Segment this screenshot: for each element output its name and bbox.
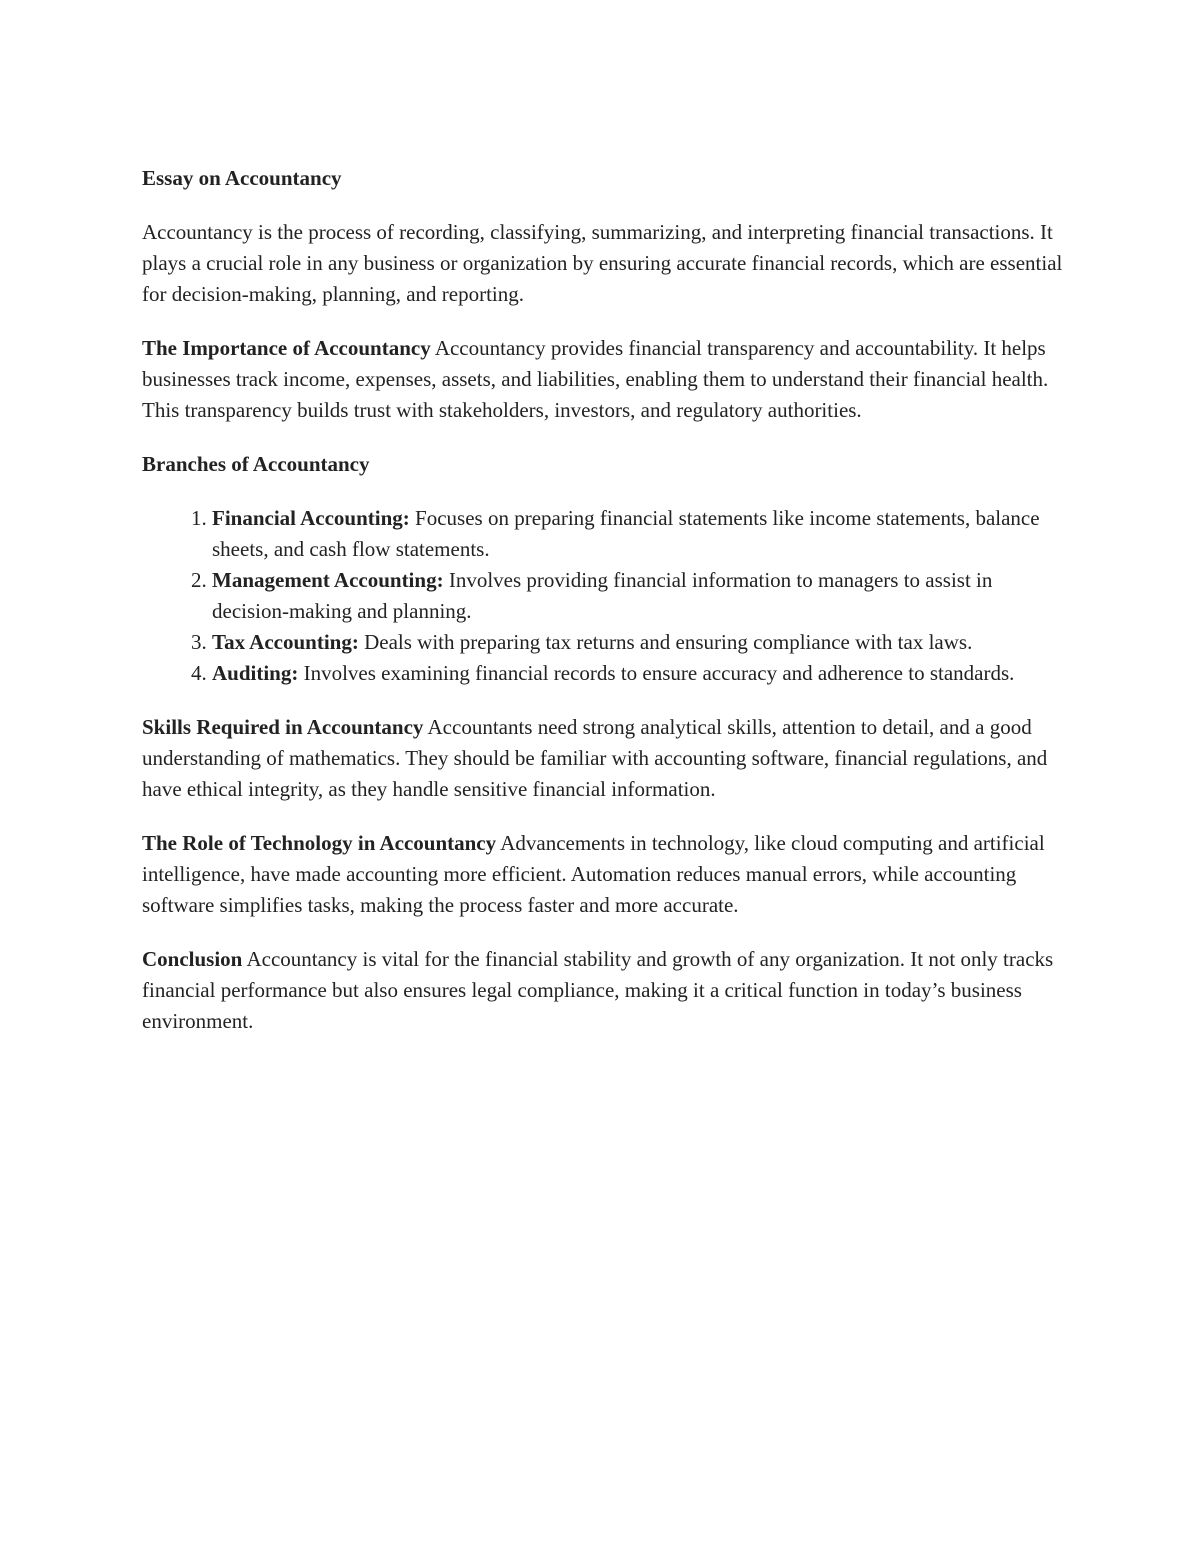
document-title: Essay on Accountancy: [142, 166, 342, 190]
list-item: [212, 503, 1072, 565]
intro-paragraph: Accountancy is the process of recording, classifying, summarizing, and interpreting financial transactions. It plays a crucial role in any business or organization by ensuring accurate financial records, which are essential for decision-making, planning, and reporting.: [142, 220, 1063, 306]
branch-term: Management Accounting:: [212, 568, 444, 592]
importance-heading: The Importance of Accountancy: [142, 336, 431, 360]
technology-paragraph: [142, 828, 1072, 921]
branch-term: Financial Accounting:: [212, 506, 410, 530]
importance-paragraph: [142, 333, 1072, 426]
technology-text: Advancements in technology, like cloud computing and artificial intelligence, have made accounting more efficient. Automation reduces manual errors, while accounting software simplifies tasks, making the process faster and more accurate.: [142, 831, 1045, 917]
branch-text: Deals with preparing tax returns and ensuring compliance with tax laws.: [358, 630, 973, 654]
branch-text: Involves examining financial records to ensure accuracy and adherence to standards.: [298, 661, 1015, 685]
list-item: [212, 565, 1072, 627]
technology-heading: The Role of Technology in Accountancy: [142, 831, 497, 855]
list-item: [212, 658, 1072, 689]
skills-heading: Skills Required in Accountancy: [142, 715, 424, 739]
importance-text: Accountancy provides financial transparency and accountability. It helps businesses track income, expenses, assets, and liabilities, enabling them to understand their financial health. This transparency builds trust with stakeholders, investors, and regulatory authorities.: [142, 336, 1049, 422]
branch-text: Focuses on preparing financial statements like income statements, balance sheets, and cash flow statements.: [212, 506, 1040, 561]
branch-term: Tax Accounting:: [212, 630, 359, 654]
conclusion-heading: Conclusion: [142, 947, 243, 971]
skills-text: Accountants need strong analytical skills, attention to detail, and a good understanding of mathematics. They should be familiar with accounting software, financial regulations, and have ethical integrity, as they handle sensitive financial information.: [142, 715, 1048, 801]
document-page: [142, 163, 1072, 1060]
conclusion-text: Accountancy is vital for the financial stability and growth of any organization. It not only tracks financial performance but also ensures legal compliance, making it a critical function in today’s business environment.: [142, 947, 1054, 1033]
conclusion-paragraph: [142, 944, 1072, 1037]
skills-paragraph: [142, 712, 1072, 805]
branches-list: [142, 503, 1072, 689]
branch-term: Auditing:: [212, 661, 299, 685]
branches-heading: Branches of Accountancy: [142, 452, 370, 476]
list-item: [212, 627, 1072, 658]
branch-text: Involves providing financial information to managers to assist in decision-making and planning.: [212, 568, 993, 623]
